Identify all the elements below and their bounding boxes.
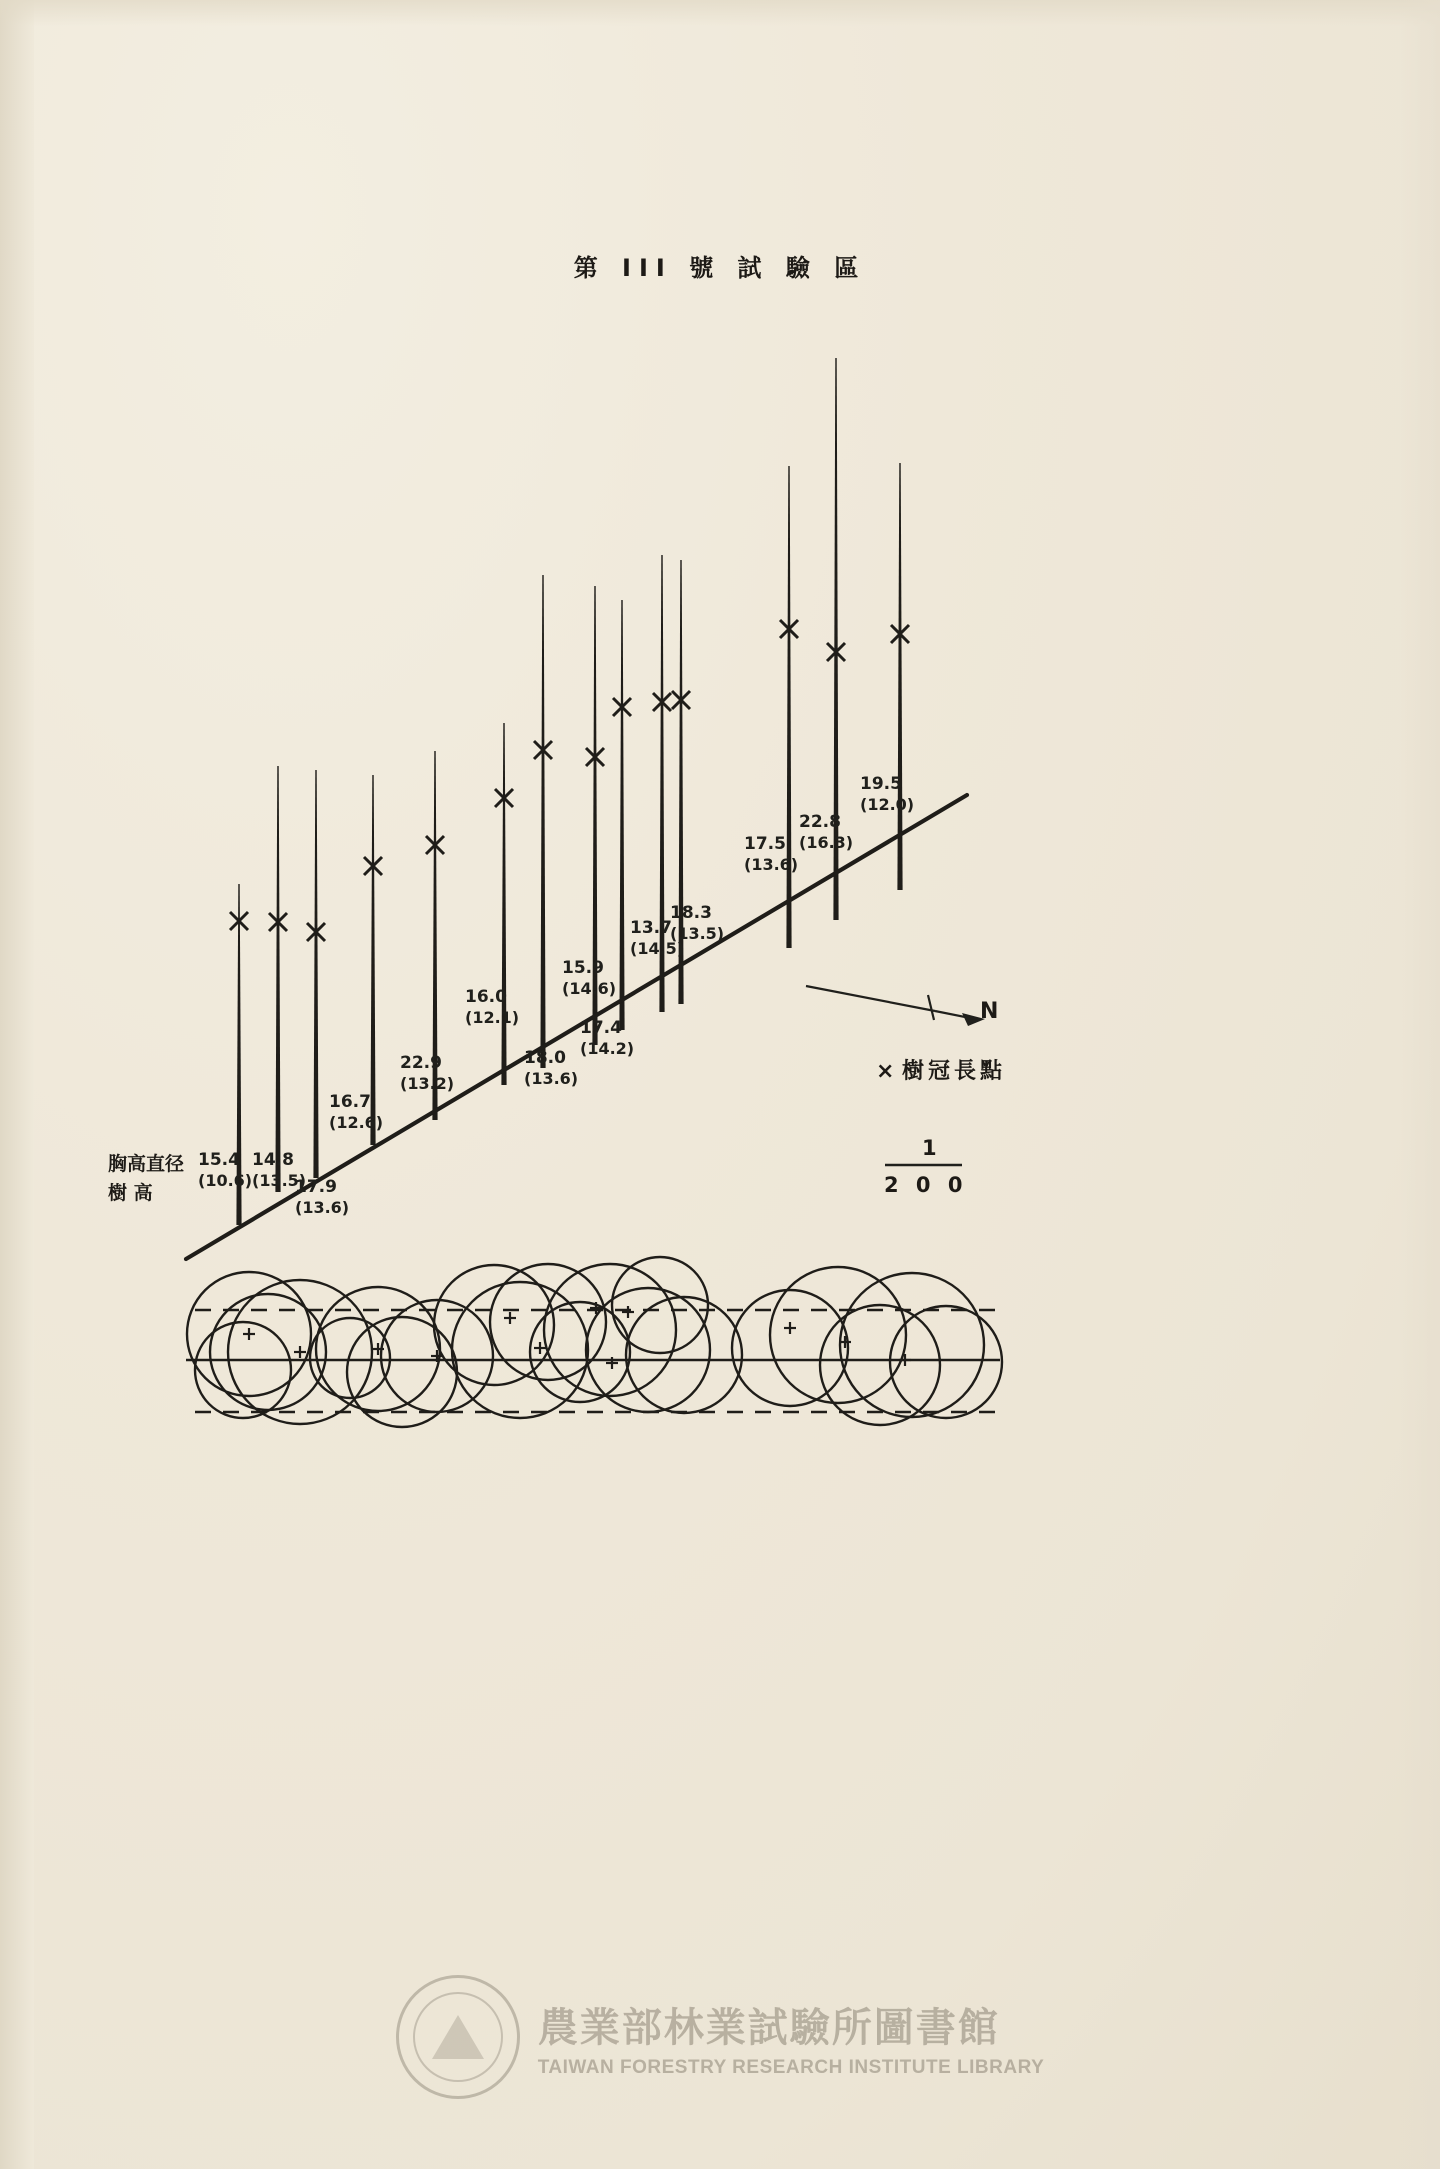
crown-circle bbox=[820, 1305, 940, 1425]
crown-circle bbox=[626, 1297, 742, 1413]
crown-circle bbox=[890, 1306, 1002, 1418]
dbh-axis-label: 胸高直径 bbox=[108, 1153, 185, 1175]
crown-circle bbox=[840, 1273, 984, 1417]
tree-annotation bbox=[799, 812, 853, 852]
scale-bar bbox=[884, 1136, 967, 1197]
tree-stem bbox=[275, 766, 280, 1192]
tree-height-value: (16.3) bbox=[799, 833, 854, 852]
tree-height-value: (10.6) bbox=[198, 1171, 253, 1190]
tree-dbh-value: 22.8 bbox=[799, 812, 841, 832]
watermark-chinese: 農業部林業試驗所圖書館 bbox=[537, 2004, 1000, 2051]
tree-stem bbox=[619, 600, 624, 1030]
tree-stem bbox=[897, 463, 902, 890]
tree-dbh-value: 16.0 bbox=[465, 987, 507, 1007]
crown-center-mark bbox=[243, 1328, 255, 1340]
tree-dbh-value: 17.9 bbox=[295, 1177, 337, 1197]
tree-annotation bbox=[400, 1053, 454, 1093]
tree-dbh-value: 17.5 bbox=[744, 834, 786, 854]
tree-dbh-value: 17.4 bbox=[580, 1018, 622, 1038]
tree-stem bbox=[313, 770, 318, 1178]
tree-dbh-value: 18.0 bbox=[524, 1048, 566, 1068]
crown-mark-icon: × bbox=[876, 1059, 899, 1084]
tree-dbh-value: 22.9 bbox=[400, 1053, 442, 1073]
library-watermark bbox=[0, 1975, 1440, 2099]
tree-annotation bbox=[670, 903, 724, 943]
page-title: 第 III 號 試 驗 區 bbox=[573, 254, 867, 282]
tree-stem bbox=[540, 575, 545, 1068]
crown-projection-map bbox=[186, 1257, 1002, 1427]
tree-annotation bbox=[860, 774, 914, 814]
tree-dbh-value: 13.7 bbox=[630, 918, 672, 938]
tree-stem bbox=[786, 466, 791, 948]
crown-center-mark bbox=[622, 1306, 634, 1318]
tree-height-value: (13.2) bbox=[400, 1074, 455, 1093]
scale-denominator: 2 0 0 bbox=[884, 1173, 968, 1197]
tree-height-value: (14.6) bbox=[562, 979, 617, 998]
tree-dbh-value: 18.3 bbox=[670, 903, 712, 923]
tree-annotation bbox=[465, 987, 519, 1027]
tree-height-value: (13.6) bbox=[295, 1198, 350, 1217]
tree-annotation bbox=[562, 958, 616, 998]
tree-annotations-group bbox=[198, 774, 914, 1217]
tree-height-value: (14.5) bbox=[630, 939, 685, 958]
tree-stem bbox=[501, 723, 506, 1085]
crown-center-mark bbox=[504, 1312, 516, 1324]
tree-annotation bbox=[580, 1018, 634, 1058]
tree-height-value: (13.6) bbox=[744, 855, 799, 874]
crown-point-legend bbox=[876, 1059, 1006, 1084]
tree-height-value: (13.5) bbox=[252, 1171, 307, 1190]
tree-annotation bbox=[198, 1150, 252, 1190]
crown-center-mark bbox=[899, 1354, 911, 1366]
library-seal-icon bbox=[396, 1975, 520, 2099]
north-mark-label: N bbox=[980, 999, 1003, 1024]
tree-dbh-value: 15.4 bbox=[198, 1150, 240, 1170]
crown-circle bbox=[732, 1290, 848, 1406]
tree-height-value: (12.6) bbox=[329, 1113, 384, 1132]
crown-center-mark bbox=[534, 1342, 546, 1354]
tree-height-value: (14.2) bbox=[580, 1039, 635, 1058]
tree-stem bbox=[370, 775, 375, 1145]
crown-circle bbox=[544, 1264, 676, 1396]
tree-height-value: (12.0) bbox=[860, 795, 915, 814]
crown-legend-label: 樹冠長點 bbox=[902, 1059, 1007, 1084]
north-arrow-icon bbox=[806, 986, 985, 1026]
tree-dbh-value: 19.5 bbox=[860, 774, 902, 794]
tree-dbh-value: 15.9 bbox=[562, 958, 604, 978]
tree-dbh-value: 16.7 bbox=[329, 1092, 371, 1112]
tree-height-value: (13.6) bbox=[524, 1069, 579, 1088]
tree-annotation bbox=[295, 1177, 349, 1217]
crown-circle bbox=[347, 1317, 457, 1427]
tree-dbh-value: 14.8 bbox=[252, 1150, 294, 1170]
tree-height-value: (12.1) bbox=[465, 1008, 520, 1027]
crown-center-mark bbox=[294, 1346, 306, 1358]
scale-numerator: 1 bbox=[922, 1136, 942, 1160]
height-axis-label: 樹 高 bbox=[108, 1182, 153, 1204]
crown-center-mark bbox=[784, 1322, 796, 1334]
tree-annotation bbox=[524, 1048, 578, 1088]
crown-circle bbox=[490, 1264, 606, 1380]
watermark-english: TAIWAN FORESTRY RESEARCH INSTITUTE LIBRARY bbox=[537, 2056, 1045, 2078]
crown-circle bbox=[612, 1257, 708, 1353]
crown-circle bbox=[586, 1288, 710, 1412]
tree-height-value: (13.5) bbox=[670, 924, 725, 943]
crown-length-marks-group bbox=[230, 620, 909, 941]
